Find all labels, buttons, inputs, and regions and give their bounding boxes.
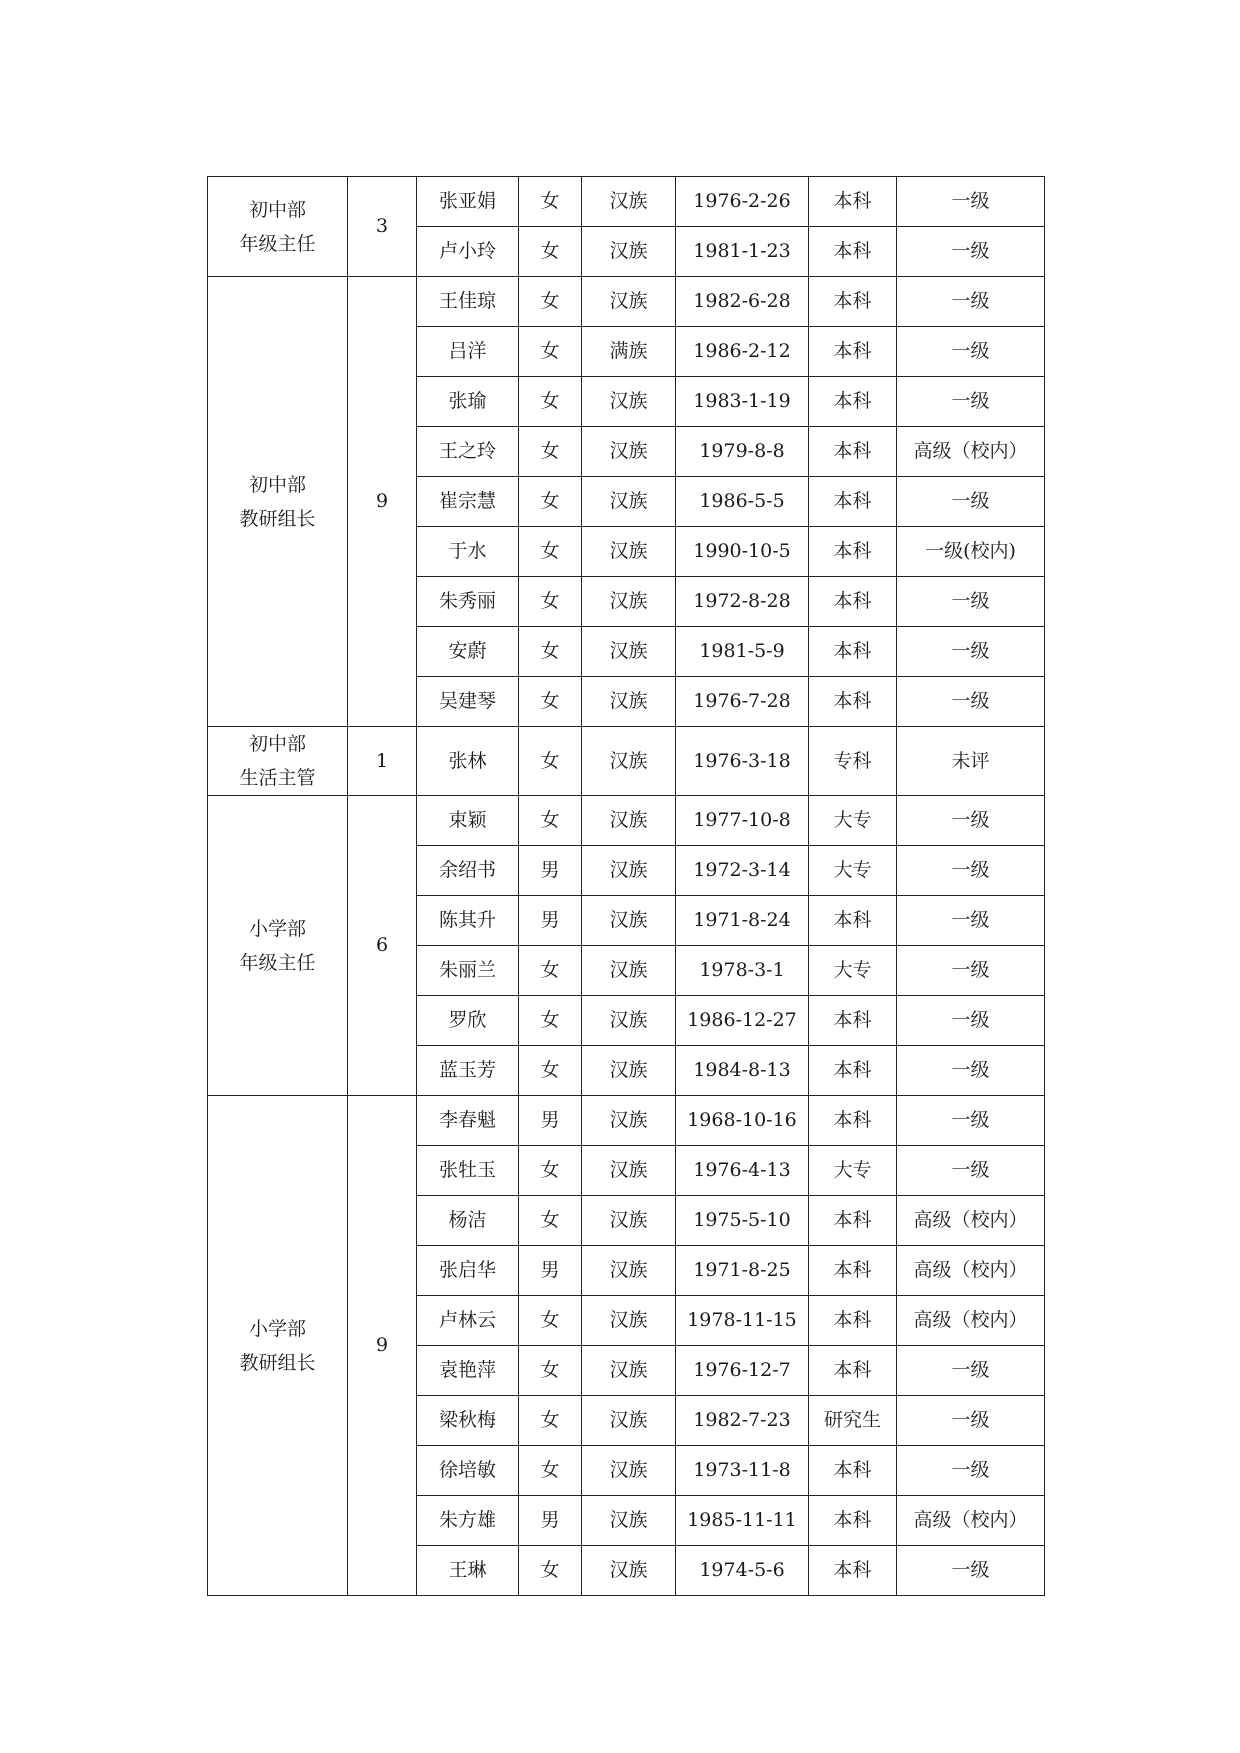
member-birth-date: 1979-8-8 [676, 427, 809, 477]
group-title [208, 727, 348, 796]
member-birth-date: 1976-12-7 [676, 1346, 809, 1396]
member-ethnicity: 汉族 [582, 177, 676, 227]
member-birth-date: 1972-8-28 [676, 577, 809, 627]
member-education: 专科 [809, 727, 897, 796]
table-row [208, 1096, 1045, 1146]
group-title-line: 小学部 [248, 1317, 306, 1340]
member-ethnicity: 满族 [582, 327, 676, 377]
member-ethnicity: 汉族 [582, 1096, 676, 1146]
member-birth-date: 1975-5-10 [676, 1196, 809, 1246]
member-gender: 女 [519, 1046, 582, 1096]
member-professional-title: 一级 [897, 1146, 1045, 1196]
member-name: 朱丽兰 [417, 946, 519, 996]
member-education: 本科 [809, 427, 897, 477]
member-birth-date: 1976-7-28 [676, 677, 809, 727]
member-gender: 女 [519, 1296, 582, 1346]
table-row [208, 277, 1045, 327]
table-row [208, 796, 1045, 846]
member-professional-title: 一级 [897, 896, 1045, 946]
member-professional-title: 高级（校内） [897, 1496, 1045, 1546]
member-gender: 女 [519, 996, 582, 1046]
member-name: 张林 [417, 727, 519, 796]
member-birth-date: 1972-3-14 [676, 846, 809, 896]
group-count: 3 [348, 177, 417, 277]
member-gender: 女 [519, 1346, 582, 1396]
member-education: 本科 [809, 1046, 897, 1096]
member-gender: 女 [519, 1546, 582, 1596]
member-name: 于水 [417, 527, 519, 577]
group-title-line: 教研组长 [239, 507, 316, 530]
member-education: 本科 [809, 996, 897, 1046]
member-ethnicity: 汉族 [582, 1146, 676, 1196]
member-education: 本科 [809, 677, 897, 727]
group-title-line: 生活主管 [239, 767, 316, 789]
group-title-line: 教研组长 [239, 1351, 316, 1374]
member-name: 蓝玉芳 [417, 1046, 519, 1096]
member-professional-title: 一级 [897, 227, 1045, 277]
member-name: 李春魁 [417, 1096, 519, 1146]
member-ethnicity: 汉族 [582, 227, 676, 277]
member-gender: 女 [519, 627, 582, 677]
staff-table [207, 176, 1045, 1596]
member-name: 吕洋 [417, 327, 519, 377]
member-education: 本科 [809, 227, 897, 277]
member-birth-date: 1981-1-23 [676, 227, 809, 277]
table-row [208, 727, 1045, 796]
group-title [208, 796, 348, 1096]
member-gender: 女 [519, 277, 582, 327]
member-gender: 男 [519, 896, 582, 946]
member-education: 大专 [809, 946, 897, 996]
member-ethnicity: 汉族 [582, 377, 676, 427]
member-education: 本科 [809, 377, 897, 427]
member-professional-title: 高级（校内） [897, 1246, 1045, 1296]
member-professional-title: 高级（校内） [897, 427, 1045, 477]
member-gender: 女 [519, 727, 582, 796]
member-ethnicity: 汉族 [582, 627, 676, 677]
member-birth-date: 1976-3-18 [676, 727, 809, 796]
member-ethnicity: 汉族 [582, 846, 676, 896]
member-education: 本科 [809, 177, 897, 227]
member-education: 大专 [809, 796, 897, 846]
member-name: 余绍书 [417, 846, 519, 896]
member-name: 卢林云 [417, 1296, 519, 1346]
member-birth-date: 1982-7-23 [676, 1396, 809, 1446]
member-gender: 女 [519, 527, 582, 577]
group-title-line: 初中部 [248, 198, 306, 221]
member-gender: 女 [519, 177, 582, 227]
group-title [208, 1096, 348, 1596]
member-education: 本科 [809, 1296, 897, 1346]
member-professional-title: 一级 [897, 177, 1045, 227]
member-professional-title: 一级 [897, 1046, 1045, 1096]
member-name: 张瑜 [417, 377, 519, 427]
member-education: 本科 [809, 1446, 897, 1496]
member-ethnicity: 汉族 [582, 677, 676, 727]
member-education: 本科 [809, 1496, 897, 1546]
member-name: 王琳 [417, 1546, 519, 1596]
member-education: 本科 [809, 1246, 897, 1296]
member-name: 陈其升 [417, 896, 519, 946]
member-ethnicity: 汉族 [582, 1296, 676, 1346]
group-count: 9 [348, 277, 417, 727]
member-name: 张牡玉 [417, 1146, 519, 1196]
member-name: 罗欣 [417, 996, 519, 1046]
member-name: 张亚娟 [417, 177, 519, 227]
member-education: 研究生 [809, 1396, 897, 1446]
member-ethnicity: 汉族 [582, 796, 676, 846]
member-professional-title: 一级 [897, 327, 1045, 377]
member-professional-title: 一级 [897, 677, 1045, 727]
member-education: 大专 [809, 1146, 897, 1196]
member-education: 本科 [809, 577, 897, 627]
member-ethnicity: 汉族 [582, 1546, 676, 1596]
member-birth-date: 1971-8-25 [676, 1246, 809, 1296]
member-ethnicity: 汉族 [582, 577, 676, 627]
member-birth-date: 1976-2-26 [676, 177, 809, 227]
member-gender: 男 [519, 1096, 582, 1146]
member-birth-date: 1978-3-1 [676, 946, 809, 996]
member-birth-date: 1978-11-15 [676, 1296, 809, 1346]
member-birth-date: 1976-4-13 [676, 1146, 809, 1196]
group-title [208, 177, 348, 277]
member-professional-title: 一级 [897, 1096, 1045, 1146]
member-name: 王佳琼 [417, 277, 519, 327]
member-name: 卢小玲 [417, 227, 519, 277]
member-name: 崔宗慧 [417, 477, 519, 527]
member-professional-title: 一级 [897, 1396, 1045, 1446]
member-birth-date: 1990-10-5 [676, 527, 809, 577]
member-gender: 女 [519, 227, 582, 277]
member-ethnicity: 汉族 [582, 1396, 676, 1446]
member-birth-date: 1968-10-16 [676, 1096, 809, 1146]
member-professional-title: 一级 [897, 846, 1045, 896]
member-ethnicity: 汉族 [582, 477, 676, 527]
member-name: 束颖 [417, 796, 519, 846]
member-name: 杨洁 [417, 1196, 519, 1246]
member-education: 本科 [809, 1546, 897, 1596]
member-gender: 男 [519, 1246, 582, 1296]
member-gender: 女 [519, 1396, 582, 1446]
member-education: 本科 [809, 1346, 897, 1396]
member-gender: 女 [519, 946, 582, 996]
group-title-line: 初中部 [248, 473, 306, 496]
member-name: 朱方雄 [417, 1496, 519, 1546]
member-ethnicity: 汉族 [582, 727, 676, 796]
member-gender: 女 [519, 477, 582, 527]
group-title-line: 年级主任 [239, 951, 316, 974]
member-birth-date: 1977-10-8 [676, 796, 809, 846]
group-title-line: 小学部 [248, 917, 306, 940]
table-row [208, 177, 1045, 227]
group-count: 9 [348, 1096, 417, 1596]
member-birth-date: 1981-5-9 [676, 627, 809, 677]
member-professional-title: 一级 [897, 377, 1045, 427]
member-birth-date: 1986-2-12 [676, 327, 809, 377]
group-title-line: 年级主任 [239, 232, 316, 255]
member-birth-date: 1973-11-8 [676, 1446, 809, 1496]
member-gender: 男 [519, 1496, 582, 1546]
member-name: 张启华 [417, 1246, 519, 1296]
group-count: 1 [348, 727, 417, 796]
member-education: 本科 [809, 327, 897, 377]
member-professional-title: 一级 [897, 577, 1045, 627]
member-gender: 女 [519, 796, 582, 846]
member-ethnicity: 汉族 [582, 1496, 676, 1546]
member-gender: 女 [519, 377, 582, 427]
member-education: 本科 [809, 477, 897, 527]
member-ethnicity: 汉族 [582, 527, 676, 577]
member-birth-date: 1971-8-24 [676, 896, 809, 946]
member-education: 本科 [809, 277, 897, 327]
member-gender: 女 [519, 577, 582, 627]
member-ethnicity: 汉族 [582, 996, 676, 1046]
member-birth-date: 1983-1-19 [676, 377, 809, 427]
member-ethnicity: 汉族 [582, 1246, 676, 1296]
member-ethnicity: 汉族 [582, 1346, 676, 1396]
member-education: 本科 [809, 527, 897, 577]
member-gender: 女 [519, 327, 582, 377]
member-birth-date: 1982-6-28 [676, 277, 809, 327]
member-name: 徐培敏 [417, 1446, 519, 1496]
member-gender: 女 [519, 1146, 582, 1196]
member-name: 梁秋梅 [417, 1396, 519, 1446]
member-name: 吴建琴 [417, 677, 519, 727]
member-professional-title: 一级 [897, 796, 1045, 846]
member-professional-title: 一级 [897, 1546, 1045, 1596]
member-professional-title: 一级 [897, 946, 1045, 996]
member-professional-title: 一级 [897, 277, 1045, 327]
member-ethnicity: 汉族 [582, 1046, 676, 1096]
member-professional-title: 高级（校内） [897, 1196, 1045, 1246]
member-gender: 女 [519, 1196, 582, 1246]
group-title [208, 277, 348, 727]
member-ethnicity: 汉族 [582, 427, 676, 477]
member-professional-title: 一级 [897, 996, 1045, 1046]
member-education: 本科 [809, 627, 897, 677]
member-gender: 女 [519, 677, 582, 727]
member-name: 朱秀丽 [417, 577, 519, 627]
member-gender: 女 [519, 1446, 582, 1496]
member-birth-date: 1986-5-5 [676, 477, 809, 527]
member-professional-title: 未评 [897, 727, 1045, 796]
member-professional-title: 一级 [897, 627, 1045, 677]
member-birth-date: 1974-5-6 [676, 1546, 809, 1596]
member-ethnicity: 汉族 [582, 946, 676, 996]
member-gender: 男 [519, 846, 582, 896]
member-ethnicity: 汉族 [582, 277, 676, 327]
member-professional-title: 一级(校内) [897, 527, 1045, 577]
member-education: 本科 [809, 1196, 897, 1246]
member-birth-date: 1985-11-11 [676, 1496, 809, 1546]
member-name: 袁艳萍 [417, 1346, 519, 1396]
member-birth-date: 1986-12-27 [676, 996, 809, 1046]
group-title-line: 初中部 [248, 733, 306, 755]
member-name: 王之玲 [417, 427, 519, 477]
member-ethnicity: 汉族 [582, 896, 676, 946]
member-education: 本科 [809, 896, 897, 946]
table-body [208, 177, 1045, 1596]
member-birth-date: 1984-8-13 [676, 1046, 809, 1096]
member-ethnicity: 汉族 [582, 1196, 676, 1246]
member-professional-title: 一级 [897, 477, 1045, 527]
member-professional-title: 高级（校内） [897, 1296, 1045, 1346]
member-professional-title: 一级 [897, 1446, 1045, 1496]
member-education: 本科 [809, 1096, 897, 1146]
member-gender: 女 [519, 427, 582, 477]
member-ethnicity: 汉族 [582, 1446, 676, 1496]
member-name: 安蔚 [417, 627, 519, 677]
member-professional-title: 一级 [897, 1346, 1045, 1396]
group-count: 6 [348, 796, 417, 1096]
member-education: 大专 [809, 846, 897, 896]
